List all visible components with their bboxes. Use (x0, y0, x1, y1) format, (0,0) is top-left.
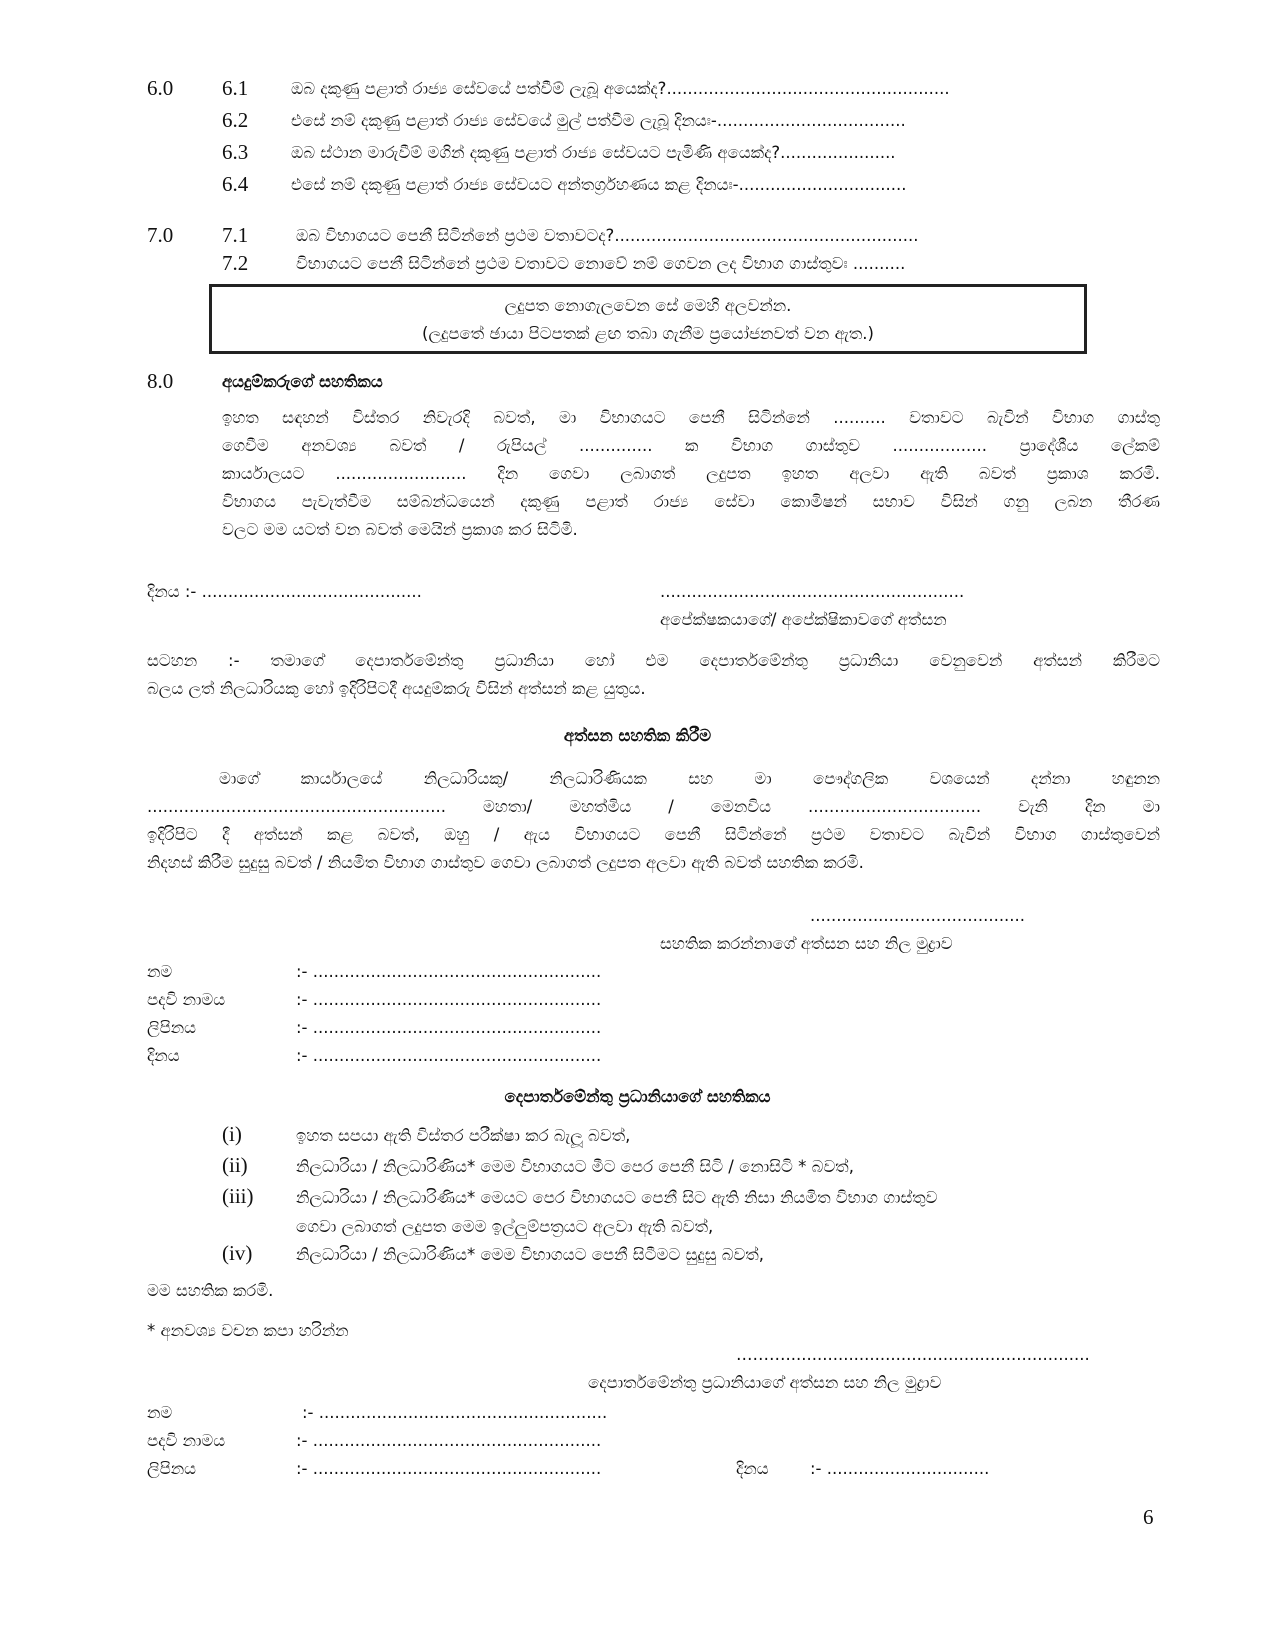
certifier-designation-field: :- ....................................................... (296, 990, 602, 1009)
certifier-date-label: දිනය (147, 1046, 180, 1065)
certifier-designation-label: පදවි නාමය (147, 990, 226, 1009)
applicant-signature-dots: .......................................................... (660, 582, 965, 601)
item-6-1-number: 6.1 (222, 76, 249, 100)
head-cert-closing: මම සහතික කරමි. (147, 1281, 274, 1300)
item-7-1-number: 7.1 (222, 223, 249, 247)
declaration-line: විභාගය පැවැත්වීම සම්බන්ධයෙන් දකුණු පළාත් රාජ්‍ය සේවා කොමිෂන් සභාව විසින් ගනු ලබන තීරණ (222, 492, 1160, 511)
head-name-field: :- ....................................................... (302, 1403, 608, 1422)
applicant-declaration (222, 404, 1160, 544)
section-7-number: 7.0 (147, 223, 174, 247)
signature-cert-line: ......................................................... මහතා/ මහත්මිය / මෙනවිය ................................. වැනි දින මා (147, 797, 1160, 816)
certifier-signature-label: සහතික කරන්නාගේ අත්සන සහ නිල මුද්‍රාව (660, 934, 953, 953)
item-6-1-text: ඔබ දකුණු පළාත් රාජ්‍ය සේවයේ පත්වීම් ලැබූ අයෙක්ද?...................................................... (291, 79, 950, 98)
item-6-3-text: ඔබ ස්ථාන මාරුවීම් මගින් දකුණු පළාත් රාජ්‍ය සේවයට පැමිණි අයෙක්ද?...................... (291, 143, 896, 162)
applicant-date-field: දිනය :- .......................................... (147, 582, 422, 601)
section-8-title: අයදුම්කරුගේ සහතිකය (222, 372, 383, 391)
receipt-paste-box (209, 284, 1087, 354)
head-cert-item-ii-number: (ii) (222, 1153, 248, 1177)
item-7-2-text: විභාගයට පෙනී සිටින්නේ ප්‍රථම වතාවට නොවේ නම් ගෙවන ලද විභාග ගාස්තුවඃ .......... (296, 254, 906, 273)
item-6-2-text: එසේ නම් දකුණු පළාත් රාජ්‍ය සේවයේ මුල් පත්වීම ලැබූ දිනයඃ-.................................... (291, 111, 906, 130)
declaration-line: ගෙවීම අනවශ්‍ය බවත් / රුපියල් .............. ක විභාග ගාස්තුව .................. ප්‍රාදේශීය ලේකම් (222, 436, 1160, 455)
head-name-label: නම (147, 1403, 173, 1422)
head-signature-dots: ……….......................................................... (736, 1345, 1090, 1364)
head-address-field: :- ....................................................... (296, 1459, 602, 1478)
certifier-signature-dots: ......................................... (810, 906, 1026, 925)
declaration-line: කාර්යාලයට ......................... දින ගෙවා ලබාගත් ලදුපත ඉහත අලවා ඇති බවත් ප්‍රකාශ කරමි. (222, 464, 1160, 483)
head-designation-label: පදවි නාමය (147, 1431, 226, 1450)
certifier-name-label: නම (147, 962, 173, 981)
head-cert-item-i-number: (i) (222, 1122, 242, 1146)
signature-cert-line: ඉදිරිපිට දී අත්සන් කළ බවත්, ඔහු / ඇය විභාගයට පෙනී සිටින්නේ ප්‍රථම වතාවට බැවින් විභාග ගාස්තුවෙන් (147, 825, 1160, 844)
signature-cert-title: අත්සන සහතික කිරීම (563, 726, 712, 745)
certifier-address-field: :- ....................................................... (296, 1018, 602, 1037)
head-cert-item-iii-text-line-1: නිලධාරියා / නිලධාරිණිය* මෙයට පෙර විභාගයට පෙනී සිට ඇති නිසා නියමිත විභාග ගාස්තුව (296, 1188, 938, 1207)
note-paragraph (147, 647, 1160, 703)
receipt-box-line-1: ලදුපත නොගැලවෙන සේ මෙහි අලවන්න. (504, 296, 792, 315)
head-cert-item-iv-text: නිලධාරියා / නිලධාරිණිය* මෙම විභාගයට පෙනී සිටීමට සුදුසු බවත්, (296, 1245, 765, 1264)
signature-cert-line: මාගේ කාර්යාලයේ නිලධාරියකු/ නිලධාරිණියක සහ මා පෞද්ගලික වශයෙන් දන්නා හඳුනන (219, 769, 1160, 788)
item-7-1-text: ඔබ විභාගයට පෙනී සිටින්නේ ප්‍රථම වතාවටද?.......................................................... (296, 226, 919, 245)
item-6-4-number: 6.4 (222, 172, 249, 196)
head-designation-field: :- ....................................................... (296, 1431, 602, 1450)
certifier-address-label: ලිපිනය (147, 1018, 197, 1037)
head-cert-item-iii-number: (iii) (222, 1184, 254, 1208)
head-address-label: ලිපිනය (147, 1459, 197, 1478)
head-date-label: දිනය (736, 1459, 769, 1478)
page-number: 6 (1143, 1505, 1154, 1529)
head-cert-item-iv-number: (iv) (222, 1241, 253, 1265)
head-cert-item-ii-text: නිලධාරියා / නිලධාරිණිය* මෙම විභාගයට මීට පෙර පෙනී සිටි / නොසිටි * බවත්, (296, 1157, 854, 1176)
note-line: බලය ලත් නිලධාරියකු හෝ ඉදිරිපිටදී අයදුම්කරු විසින් අත්සන් කළ යුතුය. (147, 679, 646, 698)
head-cert-item-i-text: ඉහත සපයා ඇති විස්තර පරීක්ෂා කර බැලූ බවත්, (296, 1126, 631, 1145)
item-6-4-text: එසේ නම් දකුණු පළාත් රාජ්‍ය සේවයට අන්තර්ග්‍රහණය කළ දිනයඃ-................................ (291, 175, 907, 194)
head-date-field: :- ............................... (810, 1459, 990, 1478)
head-signature-label: දෙපාර්තමේන්තු ප්‍රධානියාගේ අත්සන සහ නිල මුද්‍රාව (588, 1373, 942, 1392)
item-7-2-number: 7.2 (222, 251, 249, 275)
applicant-signature-label: අපේක්ෂකයාගේ/ අපේක්ෂිකාවගේ අත්සන (660, 610, 947, 629)
section-6-number: 6.0 (147, 76, 174, 100)
head-cert-title: දෙපාර්තමේන්තු ප්‍රධානියාගේ සහතිකය (504, 1087, 771, 1106)
item-6-3-number: 6.3 (222, 140, 249, 164)
receipt-box-line-2: (ලදුපතේ ඡායා පිටපතක් ළඟ තබා ගැනීම ප්‍රයෝජනවත් වන ඇත.) (422, 324, 874, 343)
head-cert-item-iii-text-line-2: ගෙවා ලබාගත් ලදුපත මෙම ඉල්ලුම්පත්‍රයට අලවා ඇති බවත්, (296, 1217, 714, 1236)
declaration-line: වලට මම යටත් වන බවත් මෙයින් ප්‍රකාශ කර සිටිමි. (222, 520, 578, 539)
item-6-2-number: 6.2 (222, 108, 249, 132)
section-8-number: 8.0 (147, 369, 174, 393)
head-cert-footnote: * අනවශ්‍ය වචන කපා හරින්න (147, 1321, 349, 1340)
note-line: සටහන :- තමාගේ දෙපාර්තමේන්තු ප්‍රධානියා හෝ එම දෙපාර්තමේන්තු ප්‍රධානියා වෙනුවෙන් අත්සන් කිරීමට (147, 651, 1160, 670)
declaration-line: ඉහත සඳහන් විස්තර නිවැරදි බවත්, මා විභාගයට පෙනී සිටින්නේ .......... වතාවට බැවින් විභාග ගාස්තු (222, 408, 1160, 427)
signature-cert-paragraph (147, 765, 1160, 877)
certifier-date-field: :- ....................................................... (296, 1046, 602, 1065)
certifier-name-field: :- ....................................................... (296, 962, 602, 981)
signature-cert-line: නිදහස් කිරීම සුදුසු බවත් / නියමිත විභාග ගාස්තුව ගෙවා ලබාගත් ලදුපත අලවා ඇති බවත් සහතික කරමි. (147, 853, 864, 872)
